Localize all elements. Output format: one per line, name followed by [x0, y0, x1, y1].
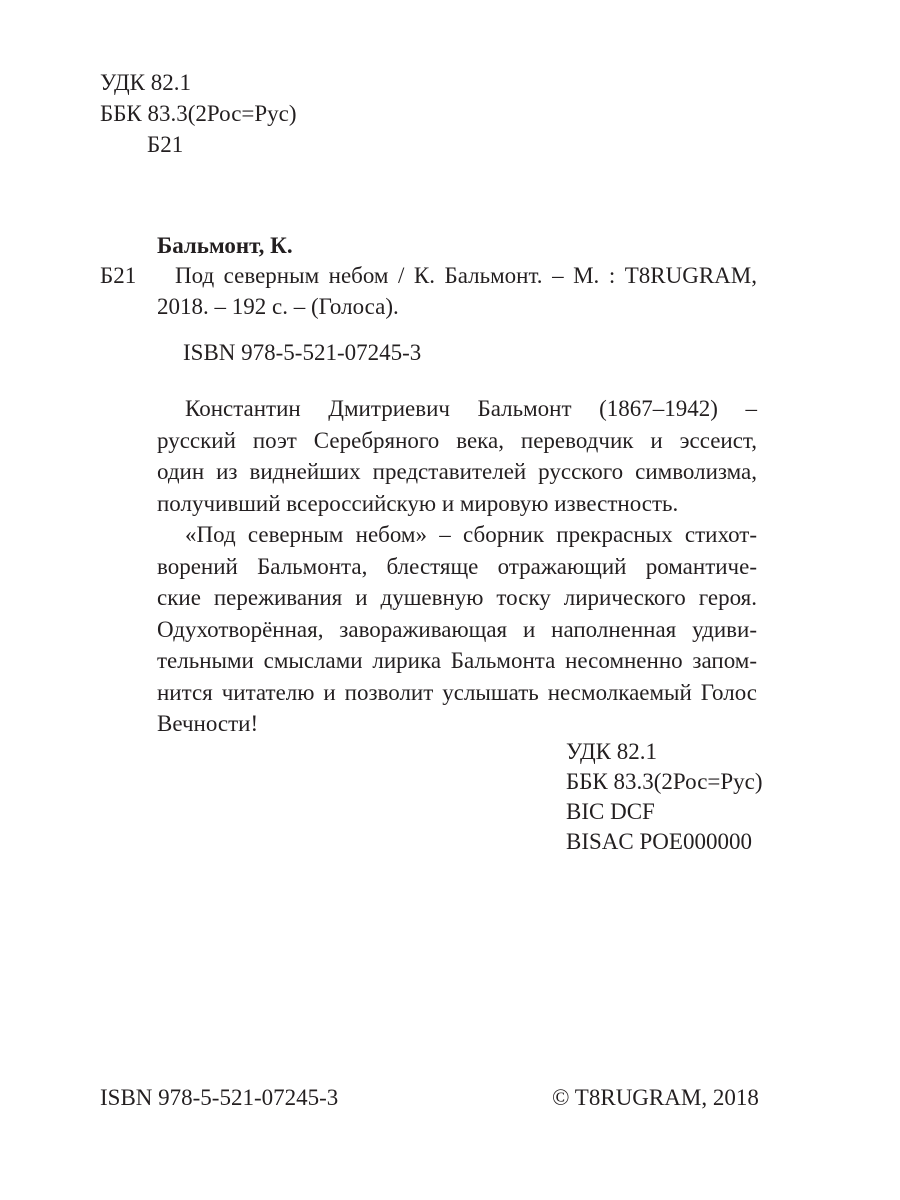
copyright: © T8RUGRAM, 2018: [552, 1085, 759, 1110]
record-isbn: ISBN 978-5-521-07245-3: [183, 340, 422, 365]
bottom-classification-block: [566, 736, 763, 856]
record-author: Бальмонт, К.: [157, 233, 293, 258]
record-line-2: 2018. – 192 с. – (Голоса).: [157, 294, 399, 319]
udk-code: УДК 82.1: [100, 70, 191, 95]
bisac-code: BISAC POE000000: [566, 829, 752, 854]
record-author-mark: Б21: [100, 263, 137, 288]
udk-code-bottom: УДК 82.1: [566, 739, 657, 764]
annotation-p2-line: тельными смыслами лирика Бальмонта несомненно запом-: [157, 648, 757, 673]
annotation-p1-line: Константин Дмитриевич Бальмонт (1867–1942) –: [185, 396, 757, 421]
annotation-p1-line: получивший всероссийскую и мировую известность.: [157, 490, 679, 516]
annotation: [157, 393, 757, 740]
annotation-p2-line: ские переживания и душевную тоску лирического героя.: [157, 585, 757, 610]
annotation-p2-line: нится читателю и позволит услышать несмолкаемый Голос: [157, 679, 757, 705]
annotation-p2-line: Вечности!: [157, 711, 259, 736]
top-classification-block: [100, 67, 297, 160]
record-line-1: Под северным небом / К. Бальмонт. – М. : T8RUGRAM,: [175, 263, 757, 288]
bic-code: BIC DCF: [566, 799, 655, 824]
annotation-p2-line: Одухотворённая, завораживающая и наполненная удиви-: [157, 616, 757, 642]
bbk-code: ББК 83.3(2Рос=Рус): [100, 101, 297, 126]
footer-isbn: ISBN 978-5-521-07245-3: [100, 1085, 339, 1110]
author-mark: Б21: [147, 132, 184, 157]
annotation-p2-line: ворений Бальмонта, блестяще отражающий романтиче-: [157, 553, 757, 579]
annotation-p1-line: один из виднейших представителей русского символизма,: [157, 459, 757, 484]
bbk-code-bottom: ББК 83.3(2Рос=Рус): [566, 769, 763, 794]
annotation-p2-line: «Под северным небом» – сборник прекрасных стихот-: [185, 522, 757, 547]
bibliographic-record: [157, 260, 757, 322]
annotation-p1-line: русский поэт Серебряного века, переводчик и эссеист,: [157, 427, 757, 453]
